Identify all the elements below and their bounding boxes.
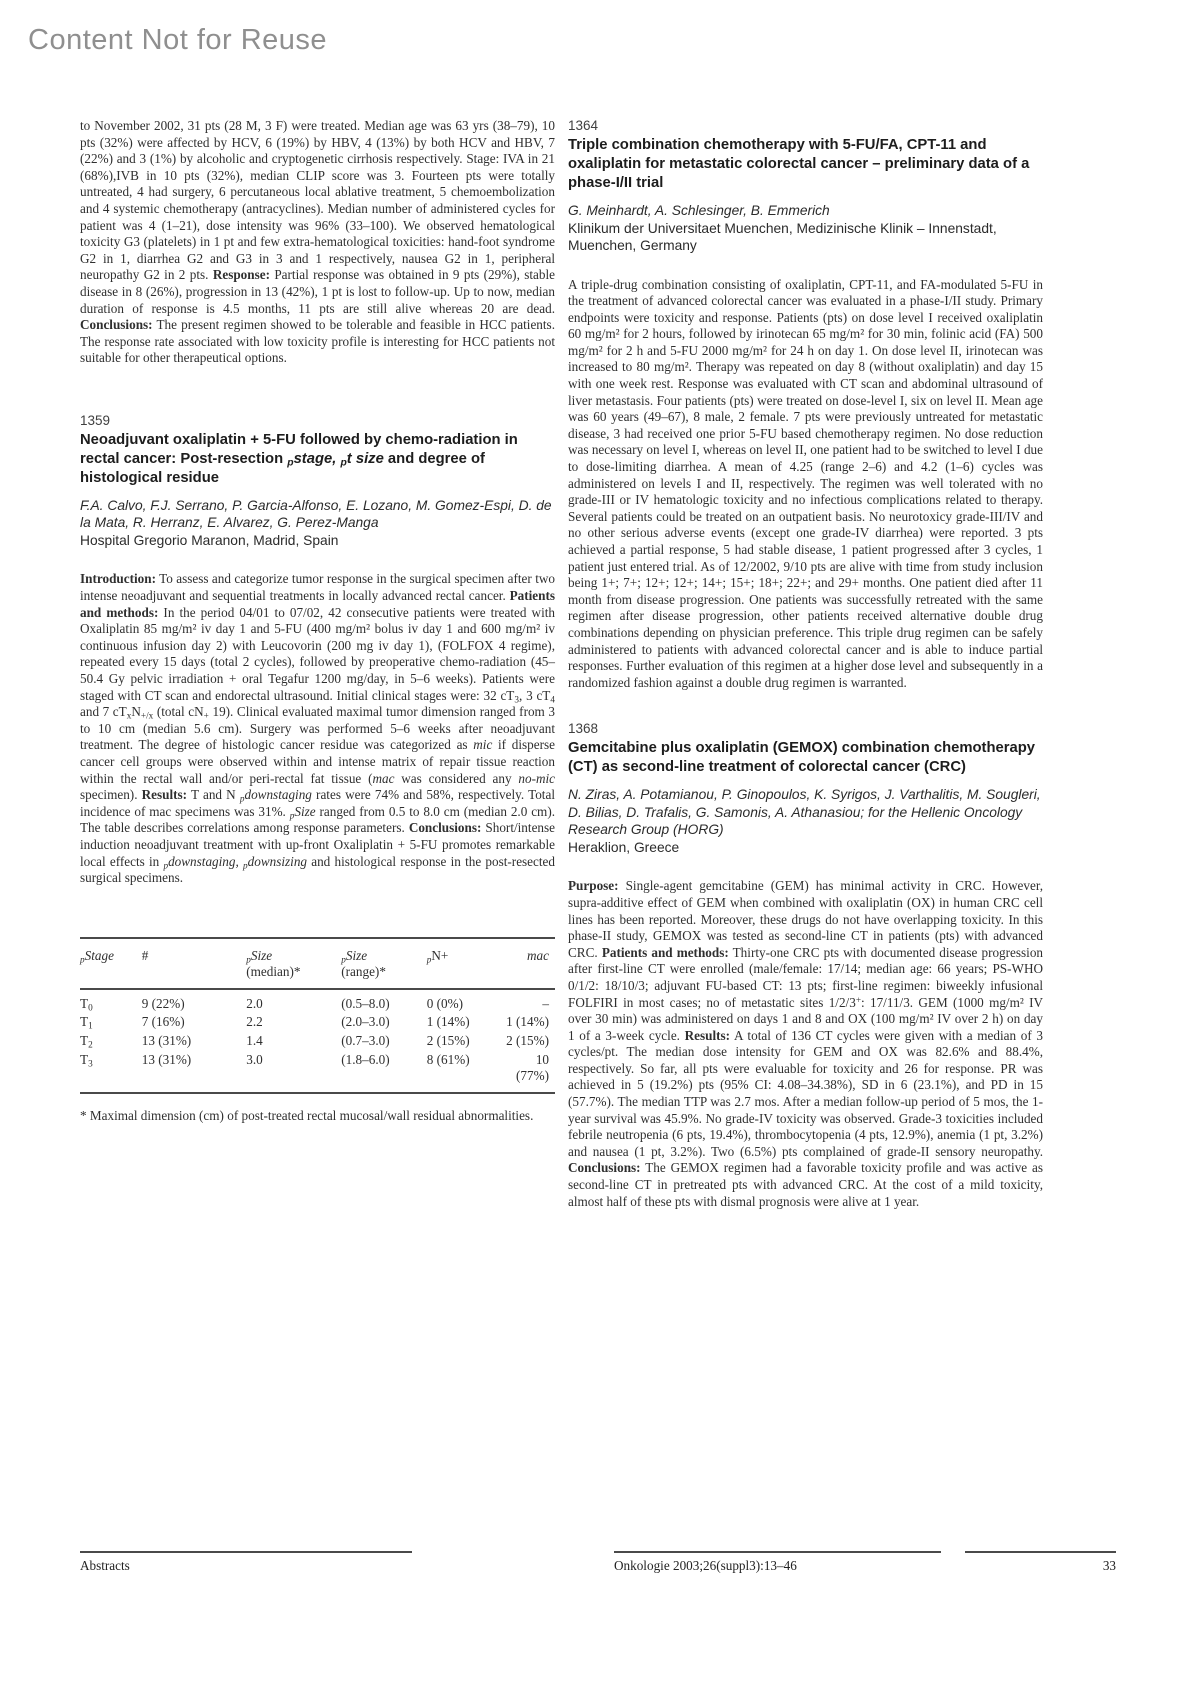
count-cell: 13 (31%) <box>141 1051 192 1067</box>
abstract-number: 1368 <box>568 721 599 737</box>
mac-cell: 10 (77%) <box>516 1051 549 1084</box>
pn-cell: 8 (61%) <box>426 1051 470 1067</box>
col-header-count: # <box>141 947 149 963</box>
two-column-layout <box>80 118 1043 1210</box>
mac-cell: 2 (15%) <box>506 1033 549 1049</box>
abstract-authors: N. Ziras, A. Potamianou, P. Ginopoulos, K. Syrigos, J. Varthalitis, M. Sougleri, D. Bilias, D. Trafalis, G. Samonis, A. Athanasiou; for the Hellenic Oncology Research Group (HORG) <box>568 787 1041 838</box>
page-footer <box>80 1551 1116 1593</box>
pn-cell: 2 (15%) <box>426 1033 470 1049</box>
results-table <box>80 937 555 1094</box>
mac-cell: – <box>542 995 549 1011</box>
abstract-authors: G. Meinhardt, A. Schlesinger, B. Emmerich <box>568 203 830 218</box>
count-cell: 7 (16%) <box>141 1014 185 1030</box>
left-column <box>80 118 555 1124</box>
size-range-cell: (0.5–8.0) <box>341 995 390 1011</box>
stage-cell: $T_2$ <box>80 1033 93 1050</box>
abstract-title: Triple combination chemotherapy with 5-FU/FA, CPT-11 and oxaliplatin for metastatic colorectal cancer – preliminary data of a phase-I/II trial <box>568 137 1030 191</box>
pn-cell: 0 (0%) <box>426 995 464 1011</box>
abstract-number: 1364 <box>568 118 599 133</box>
abstract-body: A triple-drug combination consisting of oxaliplatin, CPT-11, and FA-modulated 5-FU in the treatment of advanced colorectal cancer was evaluated in a phase-I/II study. Primary endpoints were toxicity and response. Patients (pts) on dose level I received oxaliplatin 60 mg/m² for 2 hours, followed by irinotecan 65 mg/m² for 30 min, folinic acid (FA) 500 mg/m² for 2 h and 5-FU 2000 mg/m² for 24 h on day 1. On dose level II, irinotecan was increased to 80 mg/m². Therapy was repeated on day 8 (without oxaliplatin) and day 15 with one week rest. Response was evaluated with CT scan and abdominal ultrasound of liver metastasis. Four patients (pts) were treated on dose-level I, six on level II. Mean age was 60 years (49–67), 8 male, 2 female. 7 pts were previously untreated for metastatic disease, 3 had received one prior 5-FU based chemotherapy regimen. No dose reduction was necessary on level I, whereas on level II, one patient had to be switched to level I due to dose-limiting diarrhea. A mean of 4.25 (range 2–6) and 4.2 (1–6) cycles was administered on levels I and II, respectively. The regimen was well tolerated with no grade-III or IV hematologic toxicity and no infectious complications related to therapy. Several patients could be treated on an outpatient basis. No neurotoxicy grade-III/IV and no other serious adverse events (except one grade-IV diarrhea) were reported. 3 pts achieved a partial response, 5 had stable disease, 1 patient progressed after 3 cycles, 1 patient just entered trial. As of 12/2002, 9/10 pts are alive with time from study inclusion being 1+; 7+; 12+; 12+; 14+; 15+; 18+; 22+; and 29+ months. One patient died after 11 month from disease progression. One patients was successfully retreated with the same regimen after disease progression, other patients received alternative double drug combinations depending on physician preference. This triple drug regimen can be safely administered to patients with advanced colorectal cancer and is able to induce partial responses. Further evaluation of this regimen at a higher dose level and subsequently in a randomized fashion against a double drug regimen is warranted. <box>568 276 1043 690</box>
watermark-text: Content Not for Reuse <box>28 24 328 56</box>
table-row <box>80 1013 555 1032</box>
abstract-affiliation: Klinikum der Universitaet Muenchen, Medizinische Klinik – Innenstadt, Muenchen, Germany <box>568 220 997 253</box>
count-cell: 13 (31%) <box>141 1033 192 1049</box>
size-median-cell: 1.4 <box>246 1033 263 1049</box>
col-header-pn-plus: $_p$N+ <box>426 947 449 964</box>
size-range-cell: (0.7–3.0) <box>341 1033 390 1049</box>
count-cell: 9 (22%) <box>141 995 185 1011</box>
table-header-row <box>80 938 555 989</box>
footer-citation: Onkologie 2003;26(suppl3):13–46 <box>614 1551 941 1574</box>
col-header-pstage: $_p$Stage <box>80 947 114 964</box>
footer-section-label: Abstracts <box>80 1551 412 1574</box>
pn-cell: 1 (14%) <box>426 1014 470 1030</box>
abstract-title: Neoadjuvant oxaliplatin + 5-FU followed by chemo-radiation in rectal cancer: Post-resection $_p$stage, $_p$t size and degree of histological residue <box>80 431 518 486</box>
abstract-affiliation: Hospital Gregorio Maranon, Madrid, Spain <box>80 532 339 548</box>
abstract-body: Introduction: To assess and categorize tumor response in the surgical specimen after two intense neoadjuvant and sequential treatments in locally advanced rectal cancer. Patients and methods: In the period 04/01 to 07/02, 42 consecutive patients were treated with Oxaliplatin 85 mg/m² iv day 1 and 5-FU (400 mg/m² bolus iv day 1 and 600 mg/m² iv continuous infusion day 2) with Leucovorin (200 mg iv day 1), (FOLFOX 4 regime), repeated every 15 days (total 2 cycles), followed by preoperative chemo-radiation (45–50.4 Gy pelvic irradiation + oral Tegafur 1200 mg/day, in 5–6 weeks). Patients were staged with CT scan and endorectal ultrasound. Initial clinical stages were: 32 $cT_3$, 3 $cT_4$ and 7 $cT_xN_{+/x}$ (total $cN_+$ 19). Clinical evaluated maximal tumor dimension ranged from 3 to 10 cm (median 5.6 cm). Surgery was performed 5–6 weeks after neoadjuvant treatment. The degree of histologic cancer residue was categorized as mic if disperse cancer cell groups were observed within and intense matrix of repair tissue reaction within the rectal wall and/or peri-rectal fat tissue (mac was considered any no-mic specimen). Results: T and N $_p$downstaging rates were 74% and 58%, respectively. Total incidence of mac specimens was 31%. $_p$Size ranged from 0.5 to 8.0 cm (median 2.0 cm). The table describes correlations among response parameters. Conclusions: Short/intense induction neoadjuvant treatment with up-front Oxaliplatin + 5-FU promotes remarkable local effects in $_p$downstaging, $_p$downsizing and histological response in the post-resected surgical specimens. <box>80 571 556 886</box>
abstract-1359 <box>80 413 555 1125</box>
footer-page-number: 33 <box>965 1551 1116 1574</box>
table-row <box>80 989 555 1014</box>
table-row <box>80 1032 555 1051</box>
table-footnote: * Maximal dimension (cm) of post-treated rectal mucosal/wall residual abnormalities. <box>80 1107 534 1123</box>
abstract-number: 1359 <box>80 412 111 428</box>
continued-abstract-body: to November 2002, 31 pts (28 M, 3 F) were treated. Median age was 63 yrs (38–79), 10 pts (32%) were affected by HCV, 6 (19%) by HBV, 4 (13%) by both HCV and HBV, 7 (22%) and 3 (1%) by alcoholic and cryptogenetic cirrhosis respectively. Stage: IVA in 21 (68%),IVB in 10 pts (32%), median CLIP score was 3. Fourteen pts were totally untreated, 4 had surgery, 6 percutaneous local ablative treatment, 5 chemoembolization and 4 systemic chemotherapy (antracyclines). Median number of administered cycles for patient was 4 (1–21), dose intensity was 96% (33–100). We observed hematological toxicity G3 (platelets) in 1 pt and few extra-hematological toxicities: hand-foot syndrome G2 in 1, diarrhea G2 and G3 in 3 and 1 respectively, nausea G2 in 1, peripheral neuropathy G2 in 2 pts. Response: Partial response was obtained in 9 pts (29%), stable disease in 8 (26%), progression in 13 (42%), 1 pt is lost to follow-up. Up to now, median duration of response is 4.5 months, 11 pts are still alive whereas 20 are dead. Conclusions: The present regimen showed to be tolerable and feasible in HCC patients. The response rate associated with low toxicity profile is interesting for HCC patients not suitable for other therapeutical options. <box>80 118 555 366</box>
stage-cell: $T_1$ <box>80 1014 93 1031</box>
col-header-psize-median: $_p$Size (median)* <box>246 947 301 980</box>
abstract-body: Purpose: Single-agent gemcitabine (GEM) has minimal activity in CRC. However, supra-additive effect of GEM when combined with oxaliplatin (OX) in human CRC cell lines has been reported. Moreover, these drugs do not have overlapping toxicity. In this phase-II study, GEMOX was tested as second-line CT in patients (pts) with advanced CRC. Patients and methods: Thirty-one CRC pts with documented disease progression after first-line CT were enrolled (male/female: 17/14; median age: 66 years; PS-WHO 0/1/2: 18/10/3; adjuvant FU-based CT: 13 pts; first-line regimen: biweekly infusional FOLFIRI in most cases; no of metastatic sites 1/2/3+: 17/11/3. GEM (1000 mg/m² IV over 30 min) was administered on days 1 and 8 and OX (100 mg/m² IV over 2 h) on day 1 of a 3-week cycle. Results: A total of 136 CT cycles were given with a median of 3 cycles/pt. The median dose intensity for GEM and OX was 82.6% and 88.4%, respectively. So far, all pts were evaluable for toxicity and 26 for response. PR was achieved in 5 (19.2%) pts (95% CI: 4.08–34.38%), SD in 6 (23.1%), and PD in 15 (57.7%). The median TTP was 2.7 mos. After a median follow-up period of 5 mos, the 1-year survival was 45.9%. No grade-IV toxicity was observed. Grade-3 toxicities included febrile neutropenia (6 pts, 19.4%), thrombocytopenia (4 pts, 12.9%), anemia (1 pt, 3.2%) and nausea (1 pt, 3.2%). Two (6.5%) pts complained of grade-II sensory neuropathy. Conclusions: The GEMOX regimen had a favorable toxicity profile and was active as second-line CT in pretreated pts with advanced CRC. At the cost of a mild toxicity, almost half of these pts with dismal prognosis were alive at 1 year. <box>568 878 1044 1209</box>
size-median-cell: 3.0 <box>246 1051 263 1067</box>
col-header-mac: mac <box>527 947 549 963</box>
table-row <box>80 1051 555 1093</box>
size-range-cell: (2.0–3.0) <box>341 1014 390 1030</box>
right-column <box>568 118 1043 1210</box>
abstract-1368 <box>568 721 1043 1210</box>
abstract-title: Gemcitabine plus oxaliplatin (GEMOX) combination chemotherapy (CT) as second-line treatment of colorectal cancer (CRC) <box>568 740 1035 776</box>
stage-cell: $T_3$ <box>80 1051 93 1068</box>
size-range-cell: (1.8–6.0) <box>341 1051 390 1067</box>
abstract-1364 <box>568 118 1043 691</box>
mac-cell: 1 (14%) <box>506 1014 549 1030</box>
stage-cell: $T_0$ <box>80 995 93 1013</box>
size-median-cell: 2.0 <box>246 995 263 1011</box>
size-median-cell: 2.2 <box>246 1014 263 1030</box>
col-header-psize-range: $_p$Size (range)* <box>341 947 386 980</box>
abstract-authors: F.A. Calvo, F.J. Serrano, P. Garcia-Alfonso, E. Lozano, M. Gomez-Espi, D. de la Mata, R. Herranz, E. Alvarez, G. Perez-Manga <box>80 497 552 531</box>
abstract-affiliation: Heraklion, Greece <box>568 839 680 855</box>
